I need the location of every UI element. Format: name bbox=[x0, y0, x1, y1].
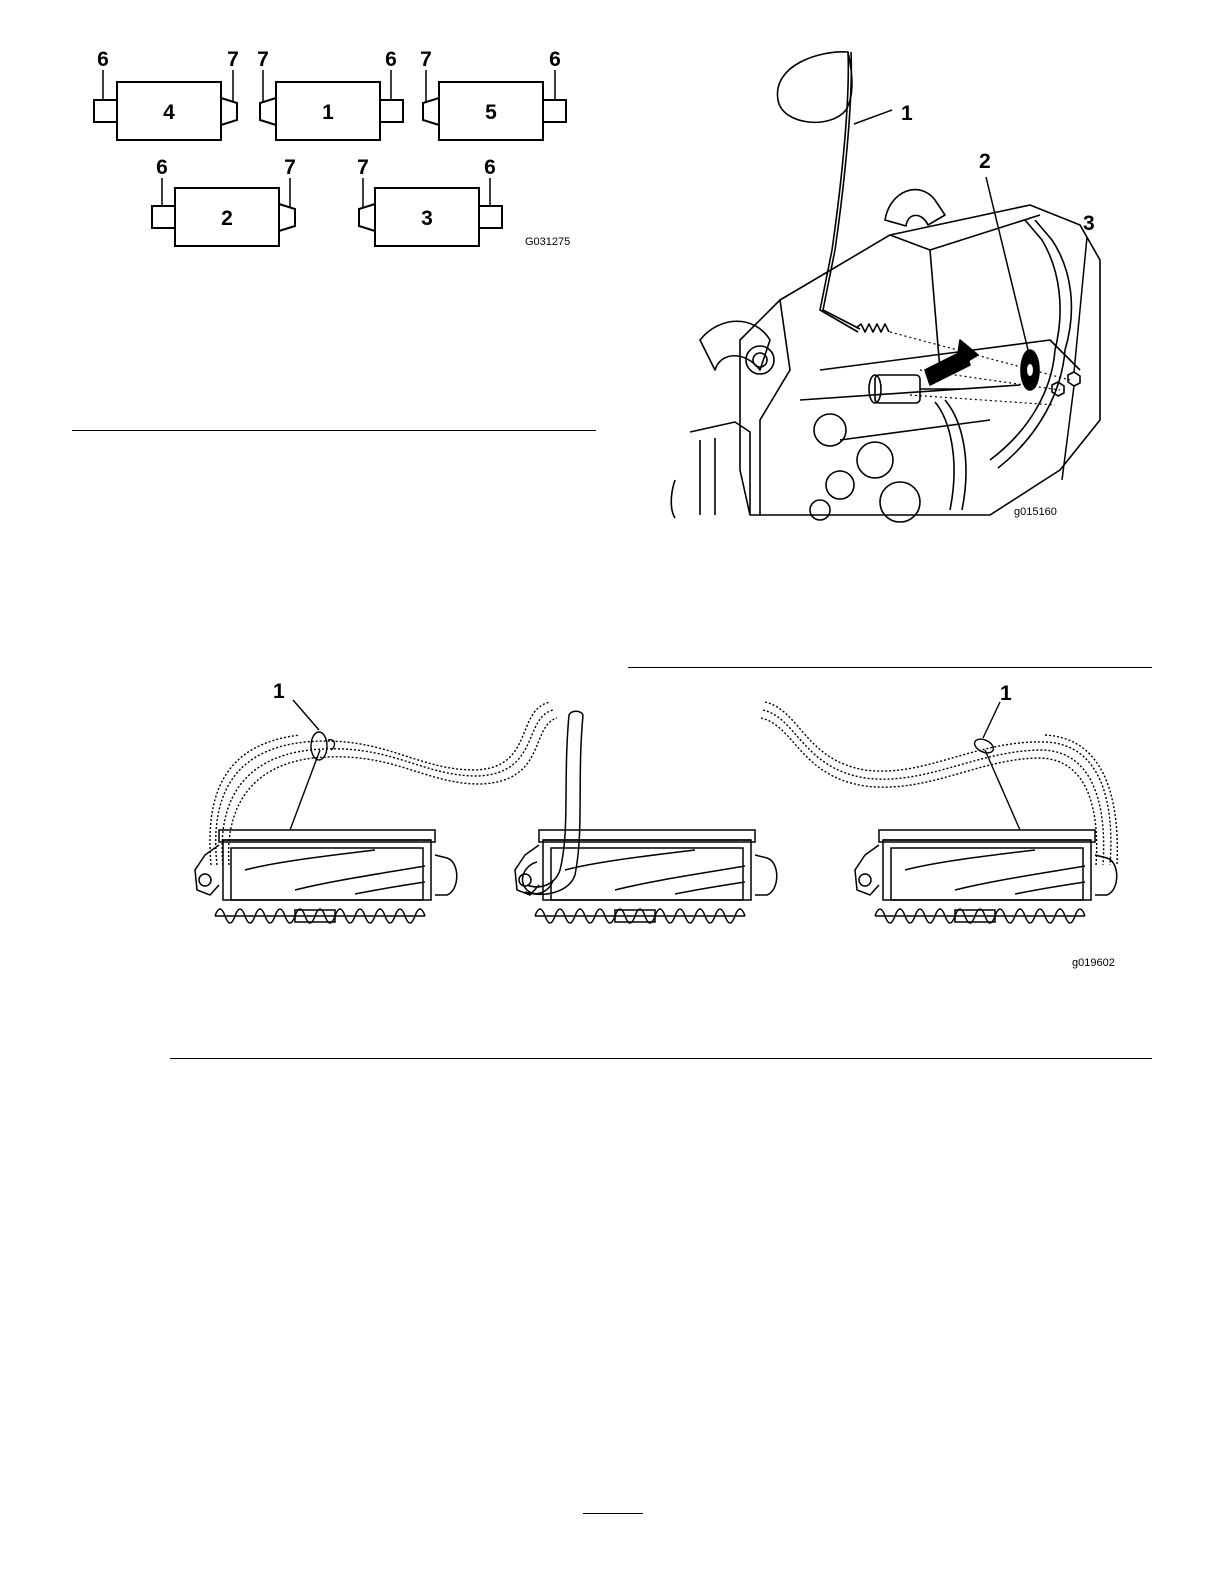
figure-id: g019602 bbox=[1072, 957, 1115, 969]
cutting-unit-left bbox=[195, 830, 457, 923]
rod-shaft bbox=[820, 52, 858, 332]
callout-label: 1 bbox=[1000, 682, 1012, 705]
callout-label: 7 bbox=[420, 48, 432, 71]
hose-routing-figure bbox=[185, 680, 1130, 980]
cutting-unit-right bbox=[855, 830, 1117, 923]
rod-loop bbox=[777, 52, 851, 123]
reel-number: 1 bbox=[322, 101, 334, 124]
nut-part bbox=[1068, 372, 1080, 386]
callout-label: 7 bbox=[257, 48, 269, 71]
divider-rule bbox=[72, 430, 596, 431]
reel-number: 2 bbox=[221, 207, 233, 230]
figure-id: g015160 bbox=[1014, 506, 1057, 518]
figure-id: G031275 bbox=[525, 236, 571, 248]
reel-number: 4 bbox=[163, 101, 175, 124]
callout-label: 7 bbox=[284, 156, 296, 179]
page-number-rule bbox=[583, 1513, 643, 1514]
reel-layout-figure bbox=[80, 40, 600, 260]
callout-label: 1 bbox=[901, 102, 913, 125]
callout-label: 1 bbox=[273, 680, 285, 703]
callout-label: 6 bbox=[549, 48, 561, 71]
reel-number: 5 bbox=[485, 101, 497, 124]
divider-rule bbox=[170, 1058, 1152, 1059]
reel-number: 3 bbox=[421, 207, 433, 230]
callout-label: 7 bbox=[357, 156, 369, 179]
callout-label: 6 bbox=[385, 48, 397, 71]
divider-rule bbox=[628, 667, 1152, 668]
callout-label: 2 bbox=[979, 150, 991, 173]
callout-label: 6 bbox=[97, 48, 109, 71]
callout-label: 6 bbox=[156, 156, 168, 179]
callout-label: 6 bbox=[484, 156, 496, 179]
callout-label: 7 bbox=[227, 48, 239, 71]
callout-label: 3 bbox=[1083, 212, 1095, 235]
rod-install-figure bbox=[660, 40, 1160, 530]
cutting-unit-center bbox=[515, 830, 777, 923]
